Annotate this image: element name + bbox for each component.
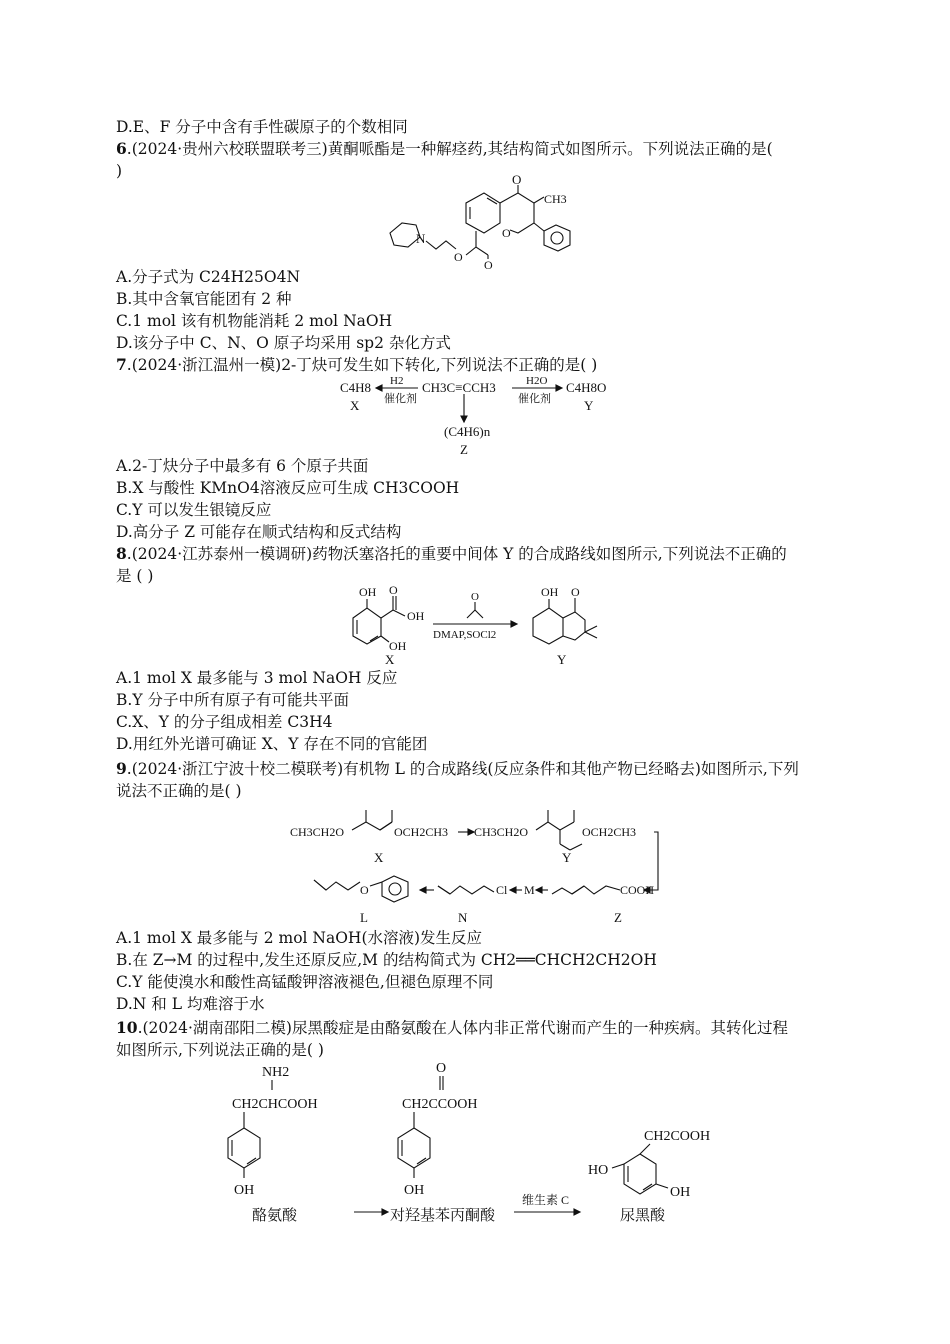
q9-option-c: C.Y 能使溴水和酸性高锰酸钾溶液褪色,但褪色原理不同 — [116, 973, 494, 991]
q6-option-a: A.分子式为 C24H25O4N — [116, 268, 301, 286]
q10-hga-name: 尿黑酸 — [620, 1208, 666, 1224]
q9-z-cooh: COOH — [620, 883, 655, 897]
q6-ring-o-label: O — [502, 226, 511, 240]
q7-option-d: D.高分子 Z 可能存在顺式结构和反式结构 — [116, 523, 402, 541]
q8-stem — [116, 543, 787, 565]
q9-option-a: A.1 mol X 最多能与 2 mol NaOH(水溶液)发生反应 — [116, 929, 483, 947]
q8-stem-text: .(2024·江苏泰州一模调研)药物沃塞洛托的重要中间体 Y 的合成路线如图所示,下列说法不正确的 — [126, 545, 787, 563]
q7-catalyst-1: 催化剂 — [384, 393, 417, 405]
q8-y-carbonyl-o: O — [571, 585, 580, 599]
q8-x-oh-top: OH — [359, 585, 377, 599]
q7-z-label: Z — [460, 442, 468, 457]
q7-y-formula: C4H8O — [566, 380, 607, 395]
q7-option-a: A.2-丁炔分子中最多有 6 个原子共面 — [116, 457, 369, 475]
q9-l-o: O — [360, 883, 369, 897]
q10-metabolic-pathway — [210, 1058, 750, 1228]
q9-x-left-group: CH3CH2O — [290, 825, 345, 839]
q10-number: 10 — [116, 1018, 138, 1037]
q7-catalyst-2: 催化剂 — [518, 393, 551, 405]
q9-option-b: B.在 Z→M 的过程中,发生还原反应,M 的结构简式为 CH2══CHCH2CH2OH — [116, 951, 657, 969]
q7-h2o: H2O — [526, 375, 548, 387]
q10-stem-continuation: 如图所示,下列说法正确的是( ) — [116, 1041, 324, 1059]
q9-y-left-group: CH3CH2O — [474, 825, 529, 839]
q7-x-formula: C4H8 — [340, 380, 372, 395]
q10-keto-o: O — [436, 1061, 447, 1076]
q7-number: 7 — [116, 355, 127, 374]
q8-option-c: C.X、Y 的分子组成相差 C3H4 — [116, 713, 333, 731]
q8-x-cooh-oh: OH — [407, 609, 425, 623]
q7-reaction-scheme — [340, 372, 630, 462]
q9-stem-text: .(2024·浙江宁波十校二模联考)有机物 L 的合成路线(反应条件和其他产物已经略去)如图所示,下列 — [126, 760, 799, 778]
q8-conditions: DMAP,SOCl2 — [433, 629, 497, 641]
q9-x-right-group: OCH2CH3 — [394, 825, 449, 839]
q6-ketone-o-label: O — [512, 172, 522, 187]
q7-y-label: Y — [584, 398, 594, 413]
q8-acetone-o: O — [471, 591, 479, 603]
q6-option-d: D.该分子中 C、N、O 原子均采用 sp2 杂化方式 — [116, 334, 451, 352]
q9-n-cl: Cl — [496, 883, 508, 897]
q7-x-label: X — [350, 398, 360, 413]
q10-keto-name: 对羟基苯丙酮酸 — [390, 1208, 496, 1224]
q9-l-label: L — [360, 910, 368, 925]
q10-tyrosine-oh: OH — [234, 1183, 255, 1198]
q7-center-formula: CH3C≡CCH3 — [422, 380, 496, 395]
q6-stem-continuation: ) — [116, 162, 123, 180]
q9-synthesis-route — [290, 800, 670, 930]
q10-tyrosine-name: 酪氨酸 — [252, 1208, 298, 1224]
q6-carbonyl-o-label: O — [484, 258, 493, 272]
q8-y-label: Y — [557, 652, 567, 667]
q6-stem-text: .(2024·贵州六校联盟联考三)黄酮哌酯是一种解痉药,其结构简式如图所示。下列说法正确的是( — [126, 140, 773, 158]
q8-x-label: X — [385, 652, 395, 667]
q8-option-d: D.用红外光谱可确证 X、Y 存在不同的官能团 — [116, 735, 428, 753]
q10-hga-oh-right: OH — [670, 1185, 691, 1200]
q10-keto-chain: CH2CCOOH — [402, 1097, 478, 1112]
q7-h2: H2 — [390, 375, 404, 387]
q6-ch3-label: CH3 — [544, 192, 567, 206]
q8-x-oh-bottom: OH — [389, 639, 407, 653]
q8-option-a: A.1 mol X 最多能与 3 mol NaOH 反应 — [116, 669, 398, 687]
q9-n-label: N — [458, 910, 468, 925]
q8-stem-continuation: 是 ( ) — [116, 567, 154, 585]
q6-option-c: C.1 mol 该有机物能消耗 2 mol NaOH — [116, 312, 393, 330]
q10-vitamin-c: 维生素 C — [522, 1193, 570, 1207]
q7-stem-text: .(2024·浙江温州一模)2-丁炔可发生如下转化,下列说法不正确的是( ) — [126, 356, 598, 374]
q8-option-b: B.Y 分子中所有原子有可能共平面 — [116, 691, 349, 709]
q6-n-label: N — [416, 231, 426, 246]
q10-hga-chain: CH2COOH — [644, 1129, 711, 1144]
q10-stem-text: .(2024·湖南邵阳二模)尿黑酸症是由酪氨酸在人体内非正常代谢而产生的一种疾病。其转化过程 — [137, 1019, 788, 1037]
q6-ester-o-label: O — [454, 250, 463, 264]
q9-stem-continuation: 说法不正确的是( ) — [116, 782, 242, 800]
q9-number: 9 — [116, 759, 127, 778]
q9-y-right-group: OCH2CH3 — [582, 825, 637, 839]
q6-option-b: B.其中含氧官能团有 2 种 — [116, 290, 292, 308]
q10-keto-oh: OH — [404, 1183, 425, 1198]
q8-reaction-scheme — [345, 584, 615, 669]
q9-option-d: D.N 和 L 均难溶于水 — [116, 995, 265, 1013]
q10-nh2: NH2 — [262, 1065, 290, 1080]
q10-stem — [116, 1017, 788, 1039]
q10-hga-oh-left: HO — [588, 1163, 609, 1178]
q7-option-c: C.Y 可以发生银镜反应 — [116, 501, 272, 519]
q9-stem — [116, 758, 799, 780]
q8-x-carbonyl-o: O — [389, 583, 398, 597]
q9-m-label: M — [524, 883, 535, 897]
q5-option-d: D.E、F 分子中含有手性碳原子的个数相同 — [116, 118, 408, 136]
q6-stem — [116, 138, 773, 160]
q9-x-label: X — [374, 850, 384, 865]
q7-option-b: B.X 与酸性 KMnO4溶液反应可生成 CH3COOH — [116, 479, 460, 497]
q9-z-label: Z — [614, 910, 622, 925]
q8-number: 8 — [116, 544, 127, 563]
q9-y-label: Y — [562, 850, 572, 865]
q7-z-formula: (C4H6)n — [444, 424, 491, 439]
q8-y-oh: OH — [541, 585, 559, 599]
q10-tyrosine-chain: CH2CHCOOH — [232, 1097, 318, 1112]
q6-structure-figure — [380, 172, 580, 272]
q6-number: 6 — [116, 139, 127, 158]
